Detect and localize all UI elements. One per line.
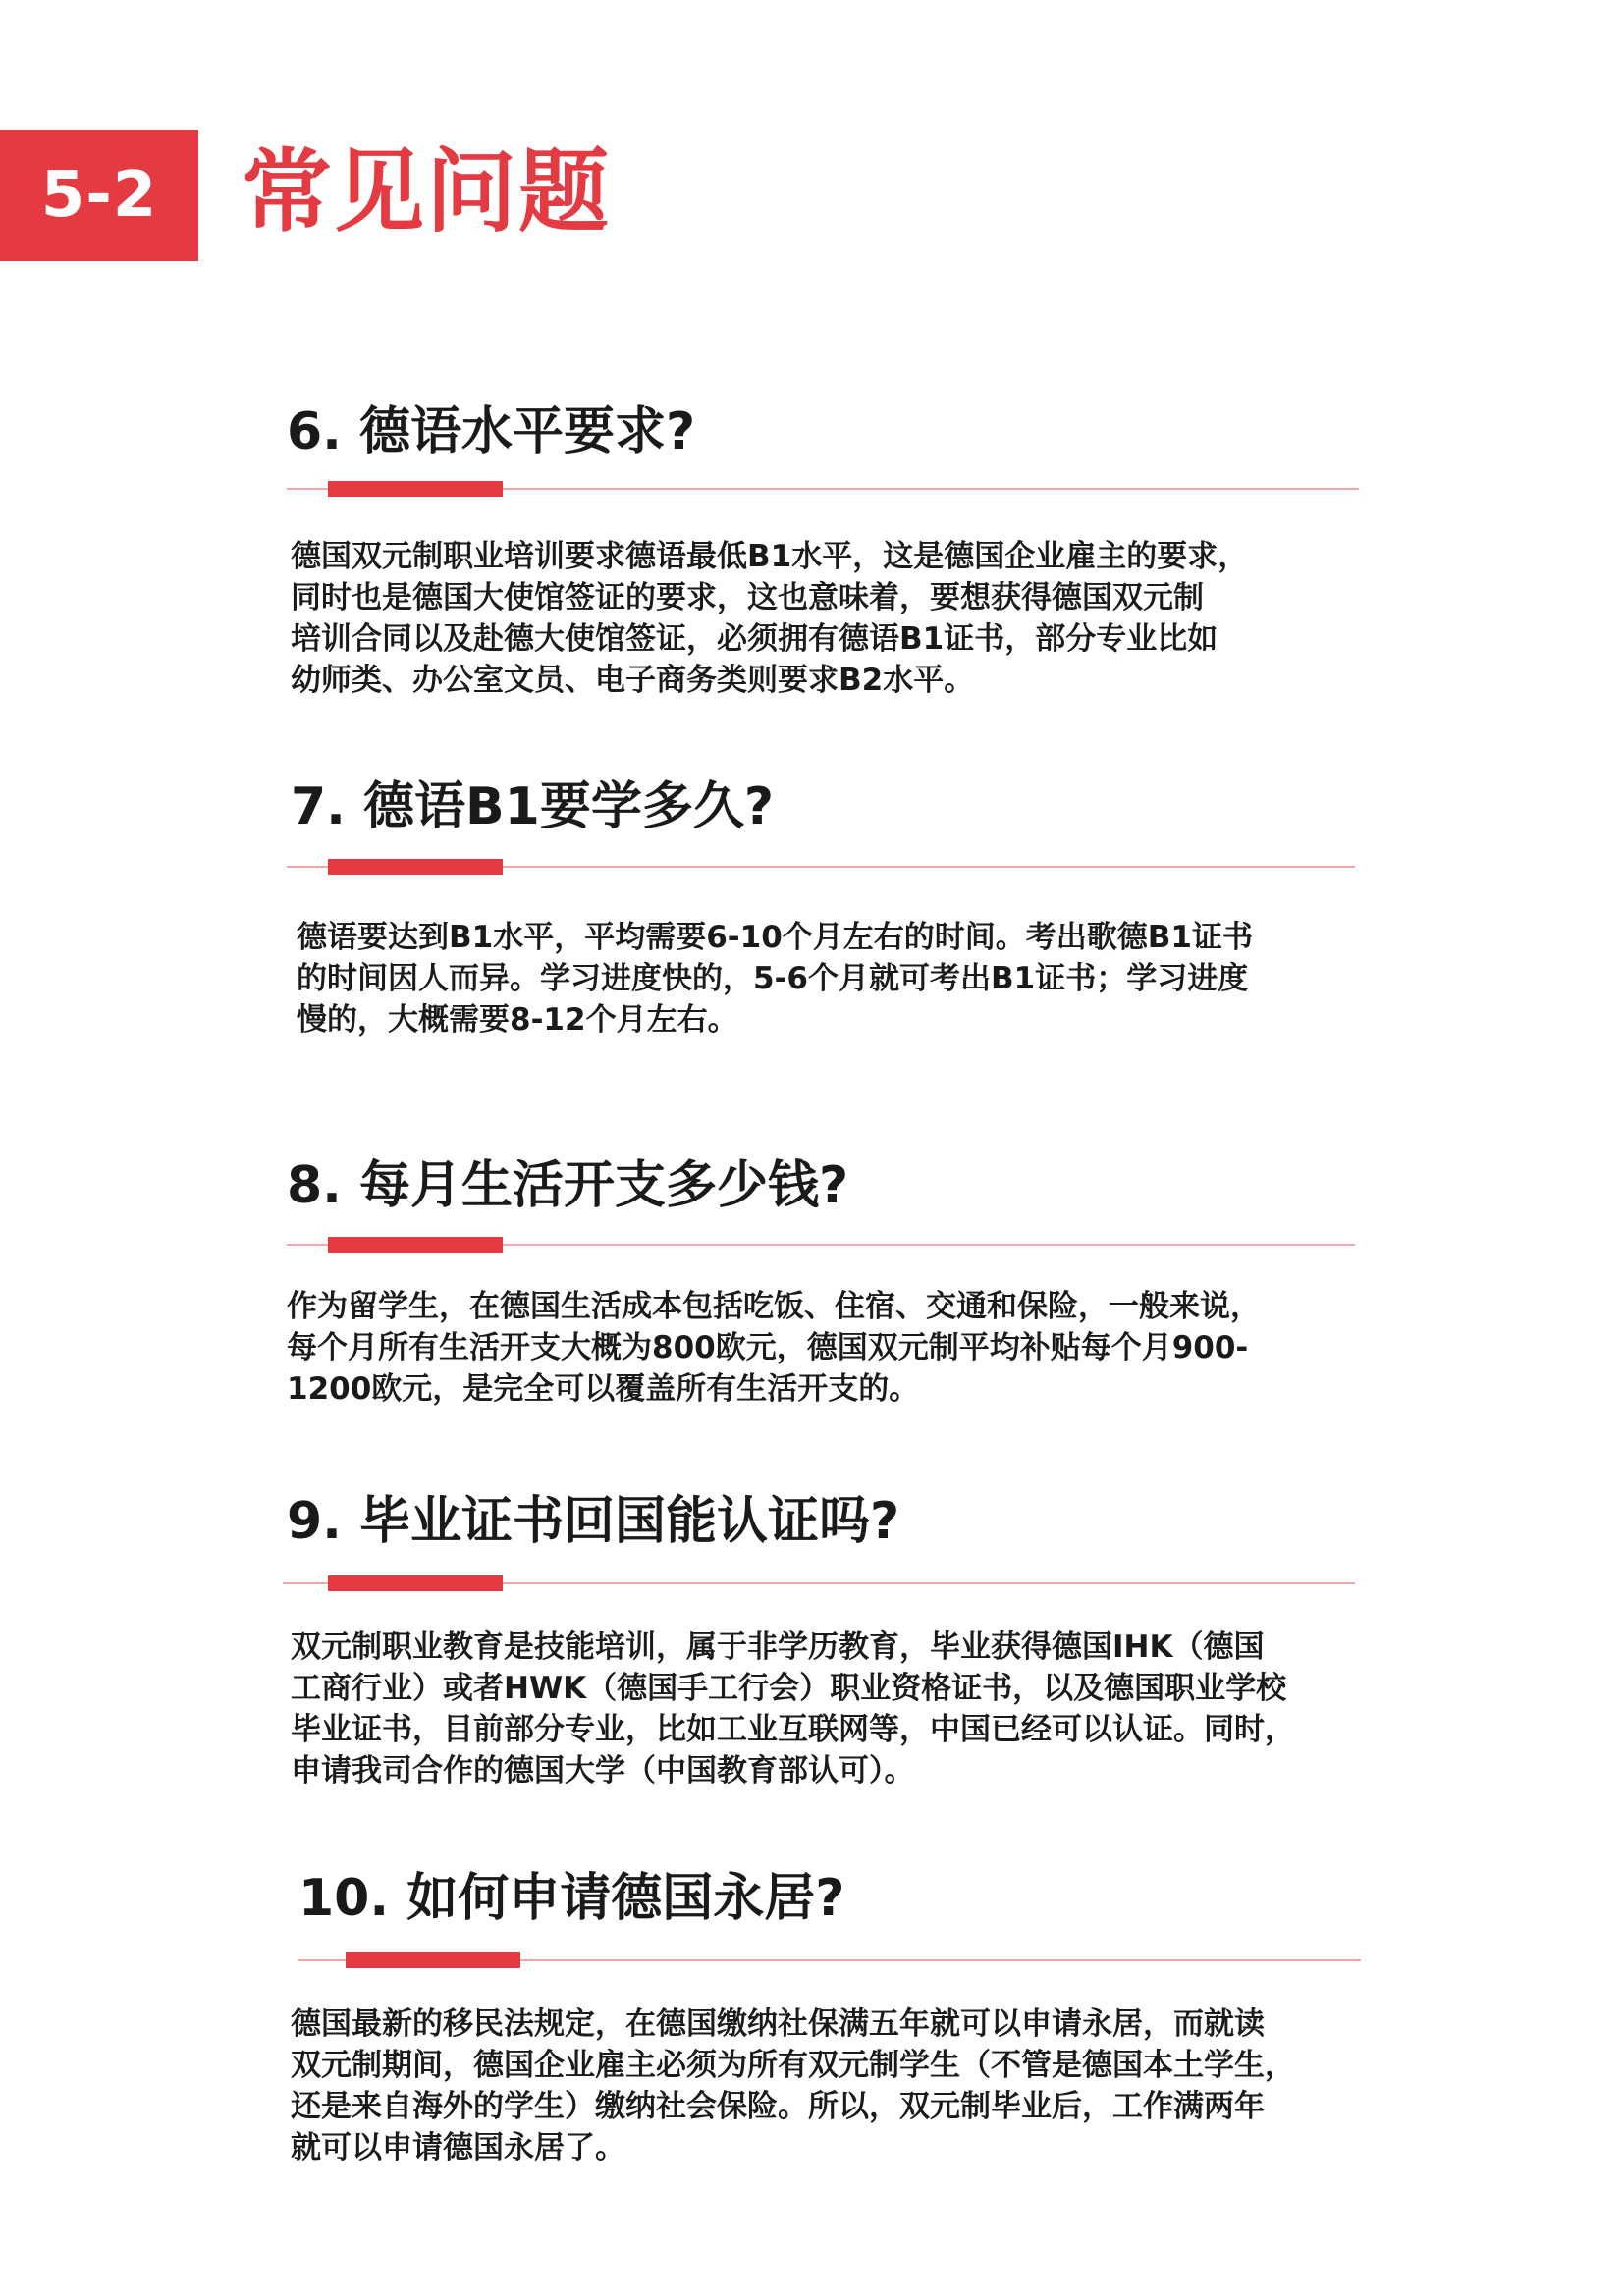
answer-line: 作为留学生，在德国生活成本包括吃饭、住宿、交通和保险，一般来说， bbox=[287, 1289, 1261, 1324]
faq-question: 7. 德语B1要学多久? bbox=[291, 777, 775, 836]
answer-line: 培训合同以及赴德大使馆签证，必须拥有德语B1证书，部分专业比如 bbox=[291, 621, 1218, 657]
answer-line: 幼师类、办公室文员、电子商务类则要求B2水平。 bbox=[291, 663, 975, 698]
faq-answer bbox=[291, 536, 1248, 701]
divider-accent bbox=[346, 1952, 520, 1968]
faq-answer bbox=[291, 1627, 1295, 1791]
divider-accent bbox=[328, 481, 503, 497]
faq-question: 6. 德语水平要求? bbox=[287, 402, 696, 461]
faq-question: 8. 每月生活开支多少钱? bbox=[287, 1156, 849, 1215]
answer-line: 还是来自海外的学生）缴纳社会保险。所以，双元制毕业后，工作满两年 bbox=[291, 2089, 1265, 2124]
answer-line: 双元制职业教育是技能培训，属于非学历教育，毕业获得德国IHK（德国 bbox=[291, 1629, 1265, 1665]
answer-line: 每个月所有生活开支大概为800欧元，德国双元制平均补贴每个月900- bbox=[287, 1330, 1249, 1365]
answer-line: 同时也是德国大使馆签证的要求，这也意味着，要想获得德国双元制 bbox=[291, 580, 1204, 615]
answer-line: 慢的，大概需要8-12个月左右。 bbox=[297, 1002, 738, 1038]
faq-answer bbox=[297, 917, 1253, 1041]
answer-line: 申请我司合作的德国大学（中国教育部认可）。 bbox=[291, 1753, 915, 1789]
answer-line: 双元制期间，德国企业雇主必须为所有双元制学生（不管是德国本土学生， bbox=[291, 2048, 1295, 2083]
answer-line: 1200欧元，是完全可以覆盖所有生活开支的。 bbox=[287, 1371, 920, 1407]
divider-accent bbox=[328, 859, 503, 875]
divider-accent bbox=[328, 1237, 503, 1253]
faq-answer bbox=[287, 1286, 1261, 1410]
page-title: 常见问题 bbox=[242, 139, 612, 244]
answer-line: 德语要达到B1水平，平均需要6-10个月左右的时间。考出歌德B1证书 bbox=[297, 920, 1253, 955]
faq-question: 10. 如何申请德国永居? bbox=[298, 1869, 845, 1928]
answer-line: 就可以申请德国永居了。 bbox=[291, 2130, 625, 2165]
answer-line: 德国双元制职业培训要求德语最低B1水平，这是德国企业雇主的要求， bbox=[291, 539, 1249, 574]
answer-line: 德国最新的移民法规定，在德国缴纳社保满五年就可以申请永居，而就读 bbox=[291, 2006, 1265, 2042]
divider-accent bbox=[328, 1575, 503, 1591]
answer-line: 毕业证书，目前部分专业，比如工业互联网等，中国已经可以认证。同时， bbox=[291, 1712, 1295, 1747]
faq-question: 9. 毕业证书回国能认证吗? bbox=[287, 1492, 900, 1551]
section-number-badge: 5-2 bbox=[0, 130, 198, 261]
faq-answer bbox=[291, 2003, 1295, 2168]
answer-line: 工商行业）或者HWK（德国手工行会）职业资格证书，以及德国职业学校 bbox=[291, 1671, 1287, 1706]
answer-line: 的时间因人而异。学习进度快的，5-6个月就可考出B1证书；学习进度 bbox=[297, 961, 1249, 996]
